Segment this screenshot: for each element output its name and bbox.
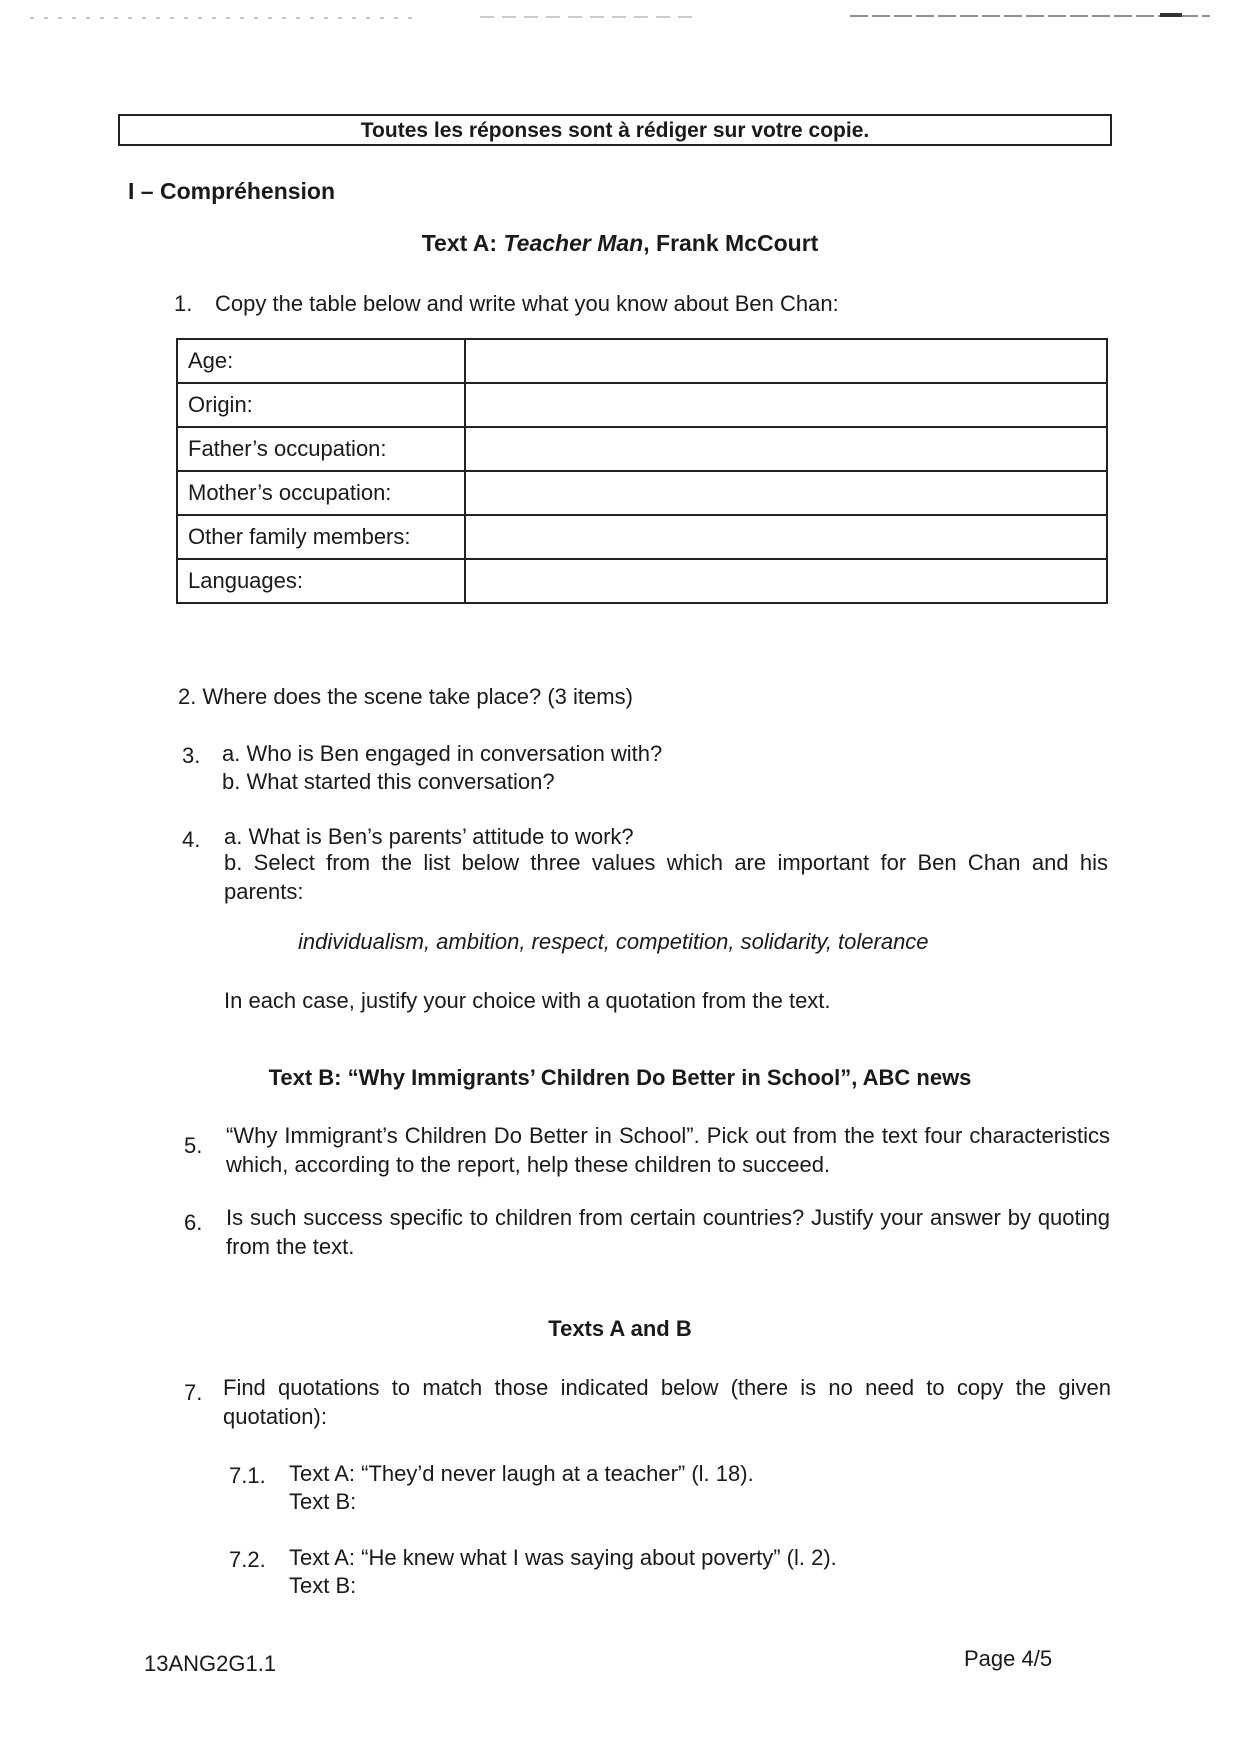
- scan-artifact-line: [0, 10, 1240, 24]
- answer-cell: [465, 559, 1107, 603]
- section-title: I – Compréhension: [128, 178, 336, 204]
- table-row: [177, 383, 1107, 427]
- item-7-2-text-a: Text A: “He knew what I was saying about poverty” (l. 2).: [289, 1545, 837, 1570]
- question-5-text: “Why Immigrant’s Children Do Better in School”. Pick out from the text four characteristics which, according to the report, help these children to succeed.: [226, 1123, 1110, 1177]
- table-row: [177, 339, 1107, 383]
- table-row: [177, 427, 1107, 471]
- item-7-2-text-b: Text B:: [289, 1573, 357, 1598]
- row-label: Other family members:: [177, 515, 465, 559]
- row-label: Mother’s occupation:: [177, 471, 465, 515]
- question-2-text: 2. Where does the scene take place? (3 items): [178, 684, 633, 709]
- answer-cell: [465, 383, 1107, 427]
- item-7-2-number: 7.2.: [229, 1547, 266, 1572]
- table-row: [177, 515, 1107, 559]
- exam-code: 13ANG2G1.1: [144, 1651, 277, 1676]
- answer-cell: [465, 427, 1107, 471]
- question-6-number: 6.: [184, 1210, 203, 1235]
- text-a-heading: [0, 230, 1240, 257]
- question-4-justify: In each case, justify your choice with a quotation from the text.: [224, 988, 831, 1013]
- answer-cell: [465, 339, 1107, 383]
- row-label: Father’s occupation:: [177, 427, 465, 471]
- question-5-number: 5.: [184, 1133, 203, 1158]
- answer-cell: [465, 471, 1107, 515]
- values-list: individualism, ambition, respect, competition, solidarity, tolerance: [298, 929, 929, 954]
- question-7-text: Find quotations to match those indicated below (there is no need to copy the given quotation):: [223, 1375, 1111, 1429]
- question-3a: a. Who is Ben engaged in conversation with?: [222, 741, 663, 766]
- text-b-heading: Text B: “Why Immigrants’ Children Do Better in School”, ABC news: [268, 1065, 972, 1090]
- row-label: Age:: [177, 339, 465, 383]
- answer-cell: [465, 515, 1107, 559]
- instructions-banner: Toutes les réponses sont à rédiger sur votre copie.: [118, 114, 1112, 146]
- text-a-prefix: Text A:: [421, 230, 504, 256]
- text-a-title: Teacher Man: [503, 230, 644, 256]
- table-row: [177, 471, 1107, 515]
- item-7-1-text-a: Text A: “They’d never laugh at a teacher” (l. 18).: [289, 1461, 754, 1486]
- question-3-number: 3.: [182, 743, 201, 768]
- row-label: Languages:: [177, 559, 465, 603]
- question-4b: b. Select from the list below three values which are important for Ben Chan and his parents:: [224, 850, 1108, 904]
- question-4-number: 4.: [182, 827, 201, 852]
- ben-chan-table: [176, 338, 1108, 604]
- texts-ab-heading: Texts A and B: [548, 1316, 692, 1341]
- item-7-1-number: 7.1.: [229, 1463, 266, 1488]
- question-3b: b. What started this conversation?: [222, 769, 555, 794]
- table-row: [177, 559, 1107, 603]
- question-6-text: Is such success specific to children from certain countries? Justify your answer by quoting from the text.: [226, 1205, 1110, 1259]
- item-7-1-text-b: Text B:: [289, 1489, 357, 1514]
- question-7-number: 7.: [184, 1380, 203, 1405]
- question-4a: a. What is Ben’s parents’ attitude to work?: [224, 824, 634, 849]
- text-a-author: , Frank McCourt: [643, 230, 819, 256]
- question-1-text: Copy the table below and write what you know about Ben Chan:: [215, 291, 839, 316]
- page-number: Page 4/5: [964, 1646, 1053, 1671]
- question-1-number: 1.: [174, 291, 193, 316]
- row-label: Origin:: [177, 383, 465, 427]
